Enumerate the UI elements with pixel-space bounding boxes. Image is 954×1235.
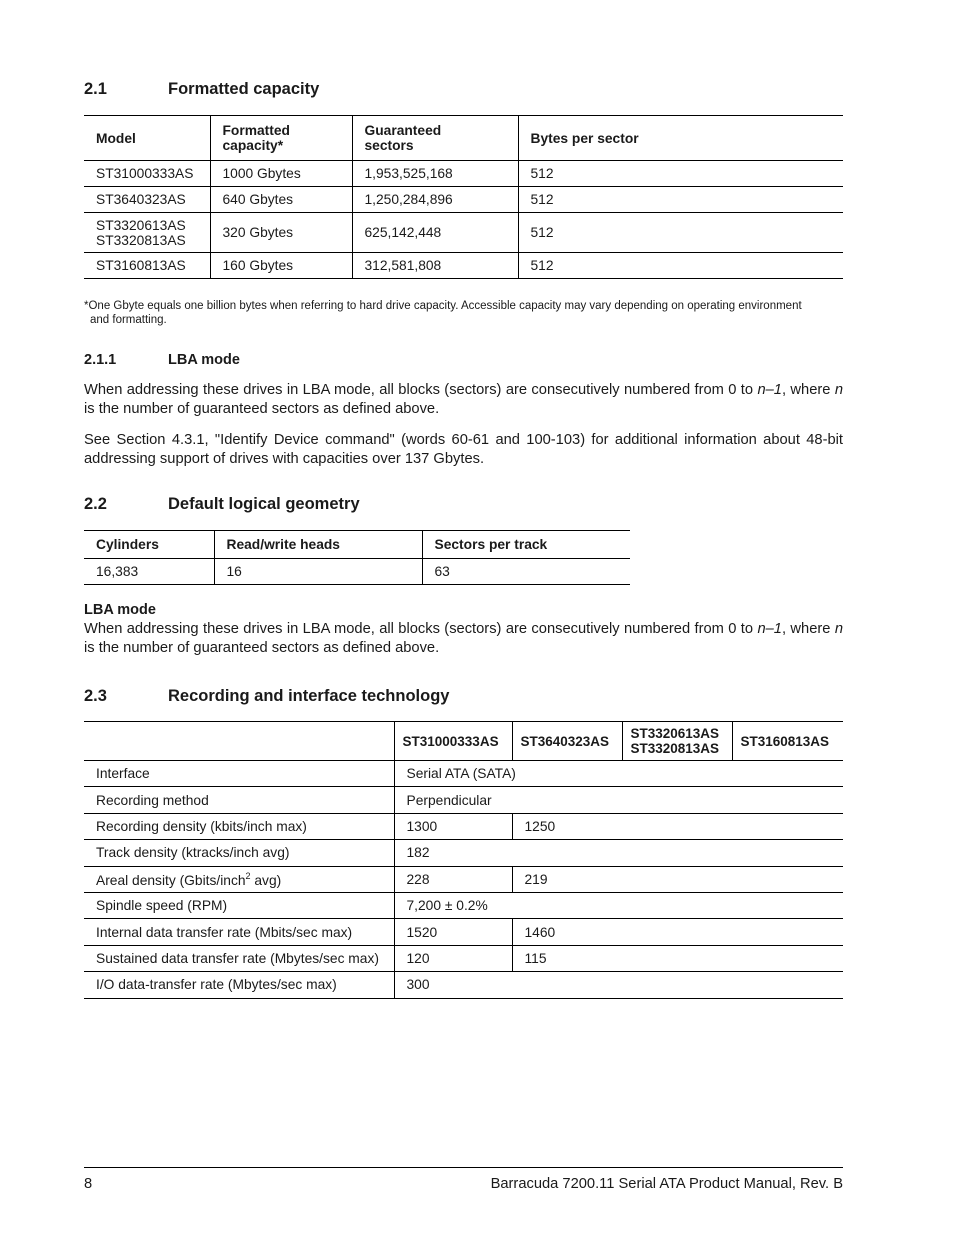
capacity-footnote: *One Gbyte equals one billion bytes when referring to hard drive capacity. Accessible capacity may vary depending on operating environment and formatting. (84, 300, 802, 326)
section-heading-2-2: 2.2 Default logical geometry (84, 495, 360, 513)
footer-document-title: Barracuda 7200.11 Serial ATA Product Manual, Rev. B (490, 1176, 843, 1192)
table-row: Spindle speed (RPM) 7,200 ± 0.2% (84, 892, 843, 918)
footer-divider (84, 1167, 843, 1168)
section-heading-2-1-1: 2.1.1 LBA mode (84, 352, 240, 368)
lba-paragraph-2: When addressing these drives in LBA mode, all blocks (sectors) are consecutively numbered from 0 to n–1, where n is the number of guaranteed sectors as defined above. (84, 621, 843, 656)
identify-device-paragraph: See Section 4.3.1, "Identify Device command" (words 60-61 and 100-103) for additional information about 48-bit addressing support of drives with capacities over 137 Gbytes. (84, 432, 843, 467)
logical-geometry-table (84, 530, 630, 585)
section-heading-2-3: 2.3 Recording and interface technology (84, 687, 450, 705)
table-row: ST31000333AS 1000 Gbytes 1,953,525,168 512 (84, 161, 843, 187)
lba-paragraph: When addressing these drives in LBA mode, all blocks (sectors) are consecutively numbered from 0 to n–1, where n is the number of guaranteed sectors as defined above. (84, 382, 843, 417)
page-number: 8 (84, 1176, 93, 1192)
table-header-row: Cylinders Read/write heads Sectors per track (84, 531, 630, 559)
table-row: Interface Serial ATA (SATA) (84, 761, 843, 787)
recording-technology-table (84, 721, 843, 999)
table-header-row: Model Formatted capacity* Guaranteed sectors Bytes per sector (84, 116, 843, 161)
table-row: Recording density (kbits/inch max) 1300 1250 (84, 813, 843, 839)
table-row: I/O data-transfer rate (Mbytes/sec max) 300 (84, 972, 843, 998)
table-row: Sustained data transfer rate (Mbytes/sec max) 120 115 (84, 945, 843, 971)
table-row: Areal density (Gbits/inch$^2$ avg) 228 219 (84, 866, 843, 892)
table-row: Track density (ktracks/inch avg) 182 (84, 840, 843, 866)
formatted-capacity-table (84, 115, 843, 279)
table-row: ST3160813AS 160 Gbytes 312,581,808 512 (84, 253, 843, 279)
table-row: 16,383 16 63 (84, 559, 630, 585)
table-row: Recording method Perpendicular (84, 787, 843, 813)
table-row: Internal data transfer rate (Mbits/sec max) 1520 1460 (84, 919, 843, 945)
table-row: ST3640323AS 640 Gbytes 1,250,284,896 512 (84, 187, 843, 213)
lba-mode-subtitle: LBA mode (84, 602, 156, 618)
table-row: ST3320613AS ST3320813AS 320 Gbytes 625,142,448 512 (84, 213, 843, 253)
section-heading-2-1: 2.1 Formatted capacity (84, 80, 320, 98)
table-header-row: ST31000333AS ST3640323AS ST3320613AS ST3320813AS ST3160813AS (84, 722, 843, 761)
